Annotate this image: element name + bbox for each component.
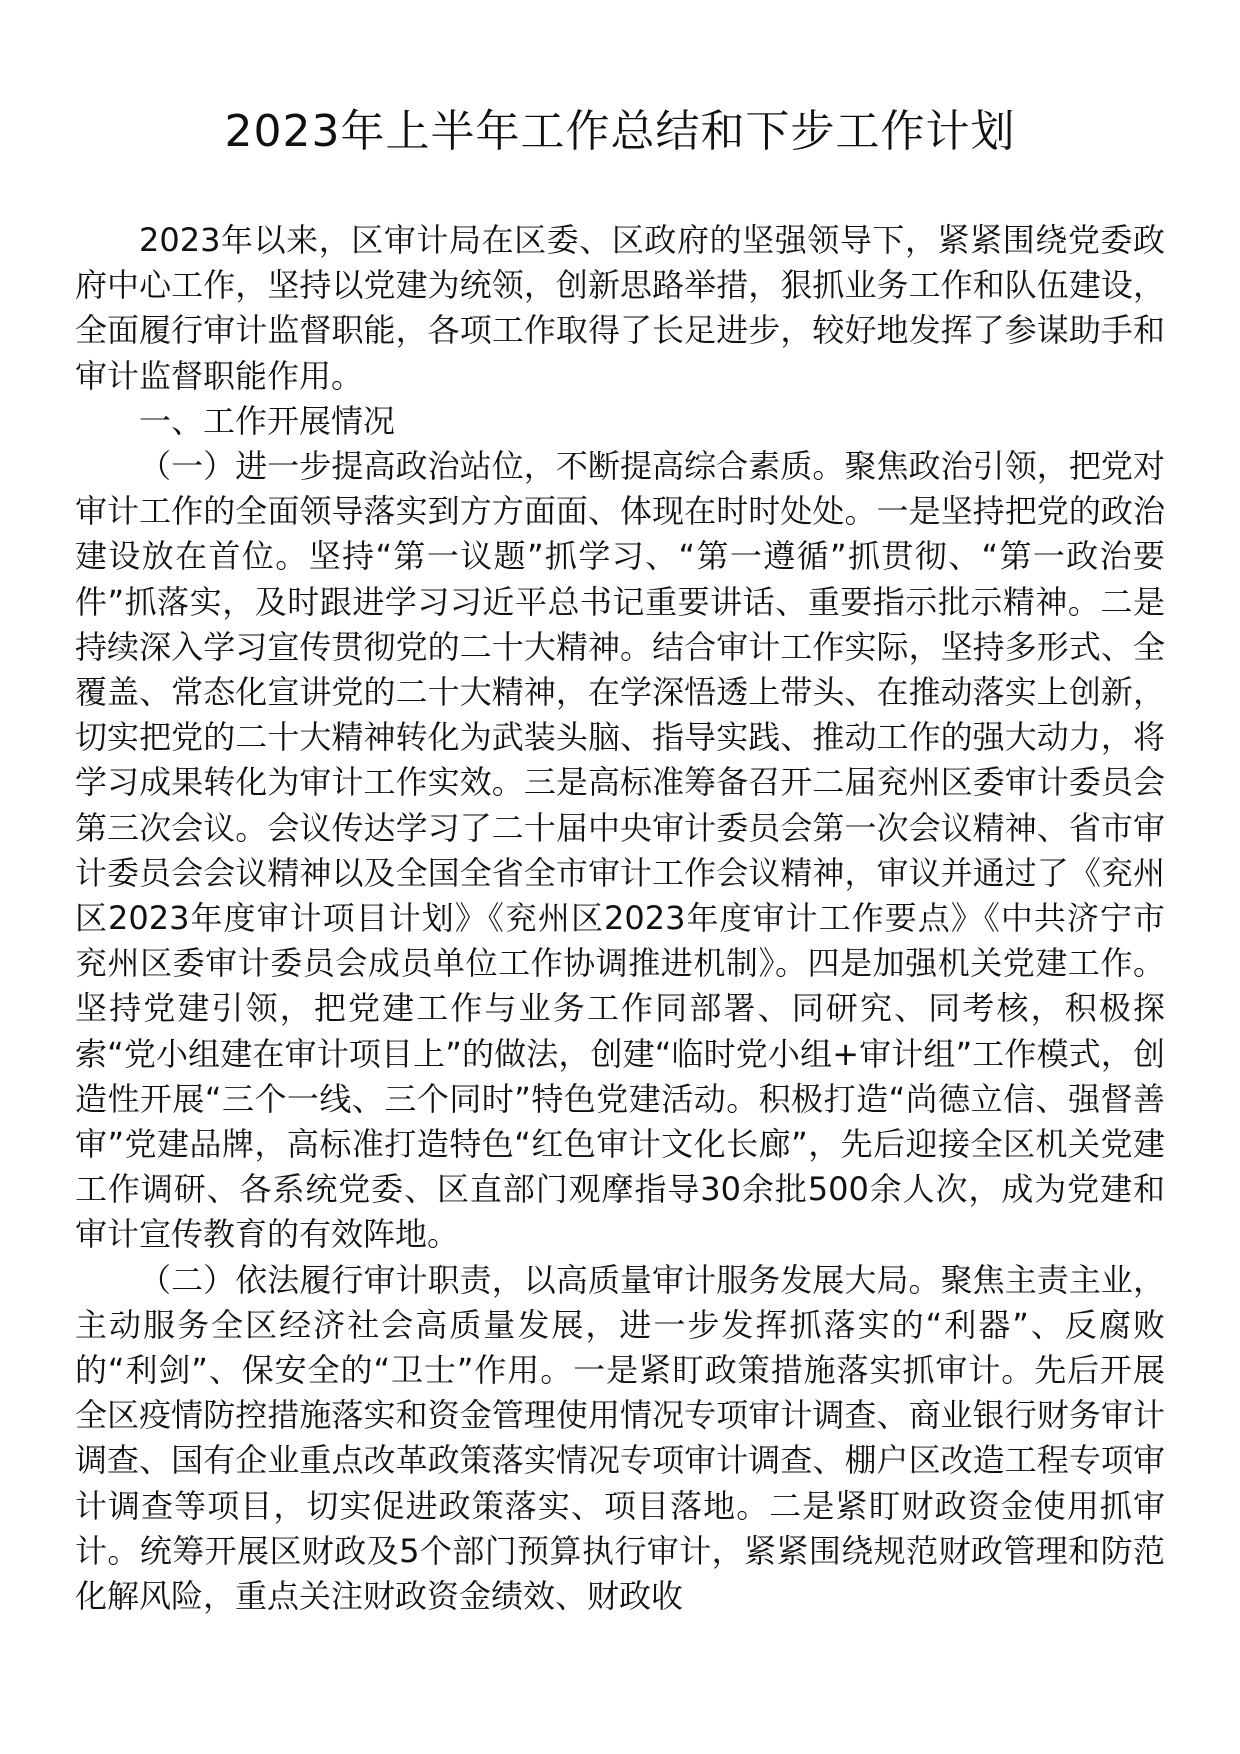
intro-paragraph: 2023年以来，区审计局在区委、区政府的坚强领导下，紧紧围绕党委政府中心工作，坚持以党建为统领，创新思路举措，狠抓业务工作和队伍建设，全面履行审计监督职能，各项工作取得了长足进步，较好地发挥了参谋助手和审计监督职能作用。	[75, 221, 1165, 395]
body-paragraph: （二）依法履行审计职责，以高质量审计服务发展大局。聚焦主责主业，主动服务全区经济社会高质量发展，进一步发挥抓落实的“利器”、反腐败的“利剑”、保安全的“卫士”作用。一是紧盯政策措施落实抓审计。先后开展全区疫情防控措施落实和资金管理使用情况专项审计调查、商业银行财务审计调查、国有企业重点改革政策落实情况专项审计调查、棚户区改造工程专项审计调查等项目，切实促进政策落实、项目落地。二是紧盯财政资金使用抓审计。统筹开展区财政及5个部门预算执行审计，紧紧围绕规范财政管理和防范化解风险，重点关注财政资金绩效、财政收	[75, 1260, 1165, 1616]
section-heading: 一、工作开展情况	[139, 401, 396, 440]
body-paragraph: （一）进一步提高政治站位，不断提高综合素质。聚焦政治引领，把党对审计工作的全面领导落实到方方面面、体现在时时处处。一是坚持把党的政治建设放在首位。坚持“第一议题”抓学习、“第一遵循”抓贯彻、“第一政治要件”抓落实，及时跟进学习习近平总书记重要讲话、重要指示批示精神。二是持续深入学习宣传贯彻党的二十大精神。结合审计工作实际，坚持多形式、全覆盖、常态化宣讲党的二十大精神，在学深悟透上带头、在推动落实上创新，切实把党的二十大精神转化为武装头脑、指导实践、推动工作的强大动力，将学习成果转化为审计工作实效。三是高标准筹备召开二届兖州区委审计委员会第三次会议。会议传达学习了二十届中央审计委员会第一次会议精神、省市审计委员会会议精神以及全国全省全市审计工作会议精神，审议并通过了《兖州区2023年度审计项目计划》《兖州区2023年度审计工作要点》《中共济宁市兖州区委审计委员会成员单位工作协调推进机制》。四是加强机关党建工作。坚持党建引领，把党建工作与业务工作同部署、同研究、同考核，积极探索“党小组建在审计项目上”的做法，创建“临时党小组+审计组”工作模式，创造性开展“三个一线、三个同时”特色党建活动。积极打造“尚德立信、强督善审”党建品牌，高标准打造特色“红色审计文化长廊”，先后迎接全区机关党建工作调研、各系统党委、区直部门观摩指导30余批500余人次，成为党建和审计宣传教育的有效阵地。	[75, 447, 1165, 1254]
document-title: 2023年上半年工作总结和下步工作计划	[224, 106, 1016, 157]
document-body	[75, 218, 1165, 1619]
